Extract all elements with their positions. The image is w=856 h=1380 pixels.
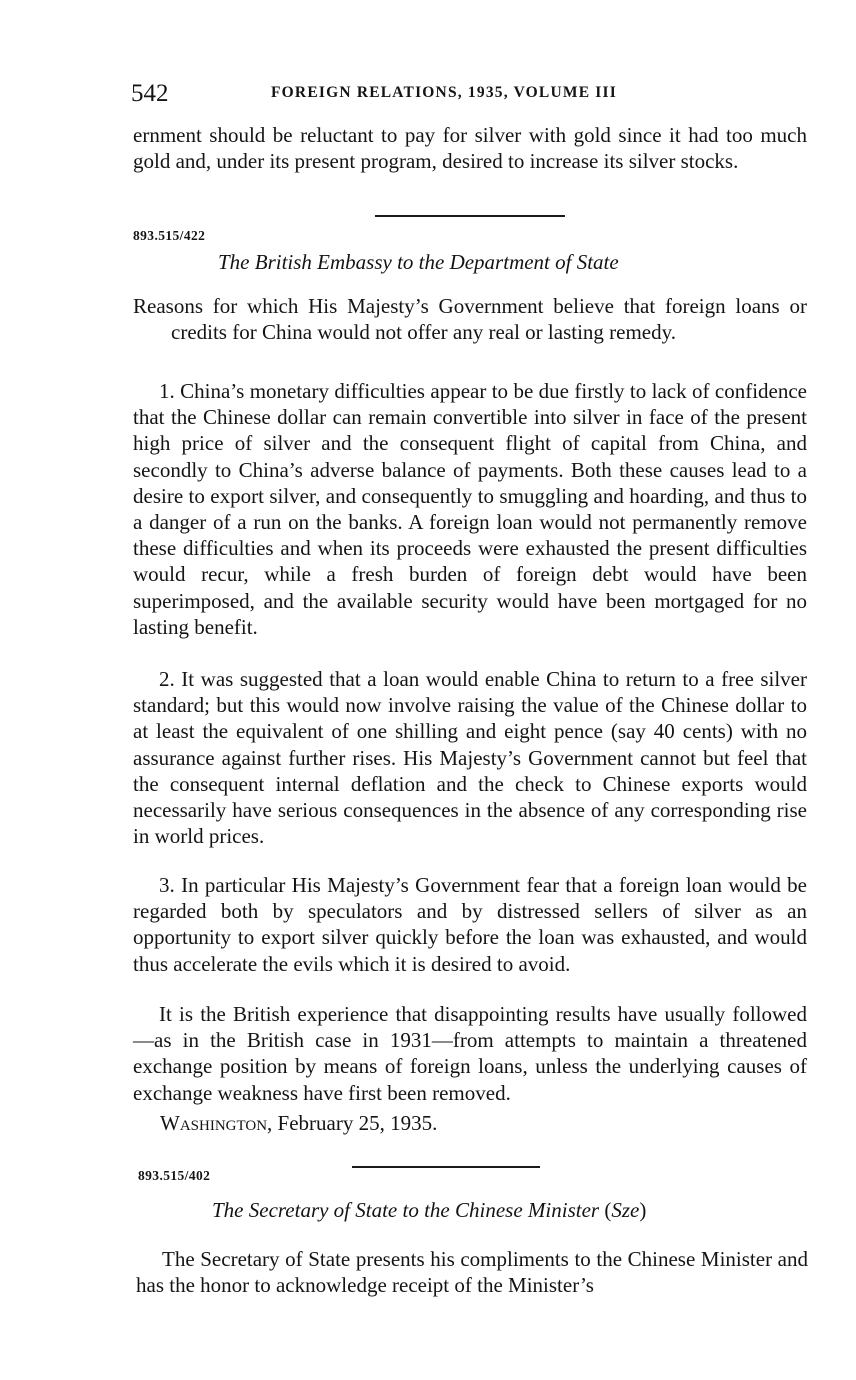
body-paragraph: The Secretary of State presents his compliments to the Chinese Minister and has the honor to acknowledge receipt of the Minister’s: [136, 1247, 808, 1298]
continuation-paragraph: ernment should be reluctant to pay for silver with gold since it had too much gold and, under its present program, desired to increase its silver stocks.: [133, 123, 807, 174]
page-number: 542: [131, 80, 169, 107]
dateline-date: , February 25, 1935.: [267, 1111, 438, 1135]
dateline: [160, 1111, 437, 1136]
running-title: FOREIGN RELATIONS, 1935, VOLUME III: [271, 84, 617, 101]
paragraph-2: 2. It was suggested that a loan would enable China to return to a free silver standard; but this would now involve raising the value of the Chinese dollar to at least the equivalent of one shilling and eight pence (say 40 cents) with no assurance against further rises. His Majesty’s Government cannot but feel that the consequent internal deflation and the check to Chinese exports would necessarily have serious consequences in the absence of any corresponding rise in world prices.: [133, 667, 807, 849]
title-name: Sze: [611, 1198, 640, 1222]
paragraph-4: It is the British experience that disappointing results have usually followed—as in the British case in 1931—from attempts to maintain a threatened exchange position by means of foreign loans, unless the underlying causes of exchange weakness have first been removed.: [133, 1002, 807, 1105]
intro-paragraph: Reasons for which His Majesty’s Government believe that foreign loans or credits for China would not offer any real or lasting remedy.: [133, 294, 807, 345]
section-divider: [375, 215, 565, 217]
dateline-place: Washington: [160, 1111, 268, 1135]
paragraph-1: 1. China’s monetary difficulties appear to be due firstly to lack of confidence that the Chinese dollar can remain convertible into silver in face of the present high price of silver and the consequent flight of capital from China, and secondly to China’s adverse balance of payments. Both these causes lead to a desire to export silver, and consequently to smuggling and hoarding, and thus to a danger of a run on the banks. A foreign loan would not permanently remove these difficulties and when its proceeds were exhausted the present difficulties would recur, while a fresh burden of foreign debt would have been superimposed, and the available security would have been mortgaged for no lasting benefit.: [133, 379, 807, 639]
file-number: 893.515/422: [133, 228, 206, 243]
title-paren-close: ): [639, 1198, 647, 1222]
paragraph-3: 3. In particular His Majesty’s Government fear that a foreign loan would be regarded both by speculators and by distressed sellers of silver as an opportunity to export silver quickly before the loan was exhausted, and would thus accelerate the evils which it is desired to avoid.: [133, 873, 807, 976]
page-header: [131, 76, 806, 110]
section-divider: [352, 1166, 540, 1168]
title-paren-open: (: [604, 1198, 612, 1222]
file-number: 893.515/402: [138, 1168, 211, 1183]
document-title: [212, 1198, 646, 1223]
document-title: The British Embassy to the Department of State: [218, 250, 619, 274]
title-main: The Secretary of State to the Chinese Minister: [212, 1198, 600, 1222]
